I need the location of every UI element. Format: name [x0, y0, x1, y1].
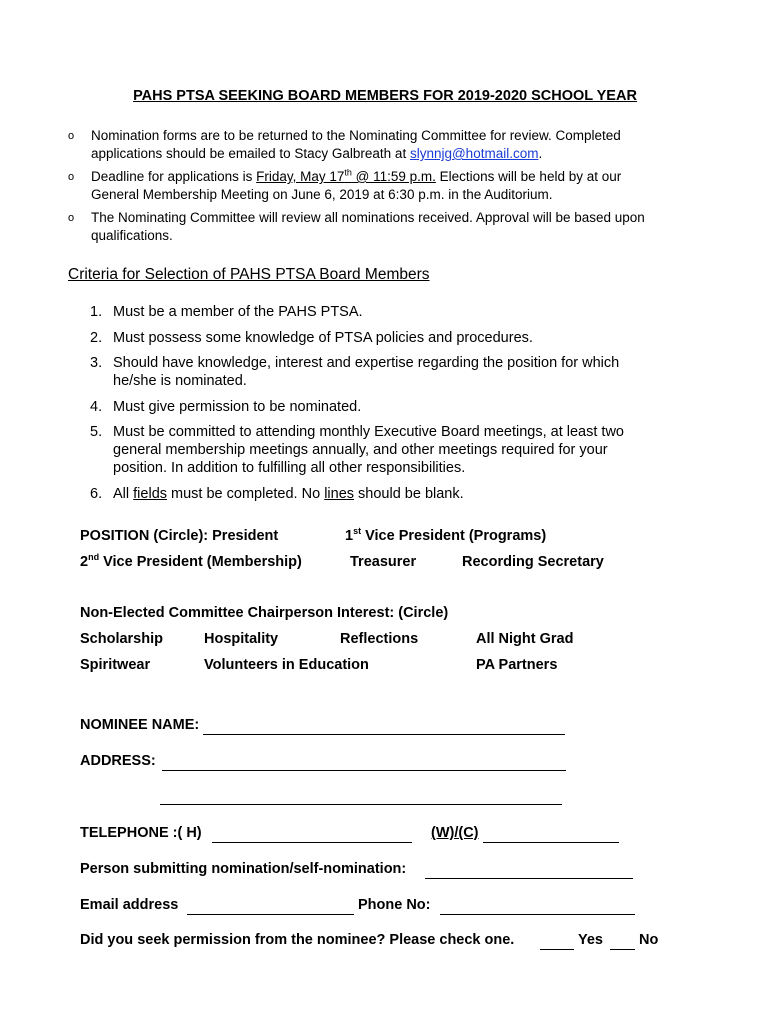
committee-scholarship-option[interactable]: Scholarship	[80, 631, 163, 647]
email-link[interactable]: slynnjg@hotmail.com	[409, 146, 539, 161]
phone-label: Phone No:	[358, 897, 431, 913]
superscript: nd	[88, 552, 100, 563]
text-part: must be completed. No	[167, 486, 325, 502]
address-field[interactable]	[162, 770, 566, 771]
permission-yes-checkbox[interactable]	[540, 949, 574, 950]
bullet-text: Nomination forms are to be returned to the Nominating Committee for review. Completed	[91, 128, 621, 143]
committee-volunteers-option[interactable]: Volunteers in Education	[204, 657, 369, 673]
bullet-text-part: Elections will be held by at our	[435, 169, 622, 184]
list-number: 1.	[90, 304, 103, 320]
submitter-label: Person submitting nomination/self-nomination:	[80, 861, 407, 877]
text-part: Vice President (Membership)	[99, 554, 302, 570]
position-vp-membership-option[interactable]	[80, 554, 302, 570]
committee-all-night-grad-option[interactable]: All Night Grad	[476, 631, 574, 647]
list-text-cont: general membership meetings annually, and other meetings required for your	[113, 442, 608, 458]
list-number: 5.	[90, 424, 103, 440]
address-field-line-2[interactable]	[160, 804, 562, 805]
bullet-text-part: Deadline for applications is	[91, 169, 257, 184]
bullet-mark: o	[68, 130, 75, 142]
address-label: ADDRESS:	[80, 753, 156, 769]
permission-no-label: No	[639, 932, 659, 948]
deadline-time: @ 11:59 p.m.	[351, 169, 436, 184]
committee-spiritwear-option[interactable]: Spiritwear	[80, 657, 151, 673]
list-text: Should have knowledge, interest and expertise regarding the position for which	[113, 355, 620, 371]
permission-question: Did you seek permission from the nominee? Please check one.	[80, 932, 515, 948]
bullet-text	[91, 168, 621, 186]
bullet-text-cont: General Membership Meeting on June 6, 2019 at 6:30 p.m. in the Auditorium.	[91, 187, 553, 202]
list-text: Must be a member of the PAHS PTSA.	[113, 304, 363, 320]
bullet-text-part: applications should be emailed to Stacy Galbreath at	[91, 146, 410, 161]
bullet-text: The Nominating Committee will review all nominations received. Approval will be based upon	[91, 210, 645, 225]
position-secretary-option[interactable]: Recording Secretary	[462, 554, 604, 570]
list-text	[113, 485, 464, 503]
list-text: Must be committed to attending monthly Executive Board meetings, at least two	[113, 424, 624, 440]
list-number: 4.	[90, 399, 103, 415]
text-part: lines	[324, 486, 355, 502]
email-label: Email address	[80, 897, 179, 913]
position-president-option[interactable]: POSITION (Circle): President	[80, 528, 279, 544]
page-title: PAHS PTSA SEEKING BOARD MEMBERS FOR 2019-2020 SCHOOL YEAR	[133, 88, 637, 104]
text-part: 1	[345, 528, 354, 544]
position-treasurer-option[interactable]: Treasurer	[350, 554, 417, 570]
bullet-mark: o	[68, 212, 75, 224]
nominee-name-field[interactable]	[203, 734, 565, 735]
bullet-text-cont: qualifications.	[91, 228, 173, 243]
superscript: th	[344, 167, 352, 178]
telephone-work-cell-field[interactable]	[483, 842, 619, 843]
submitter-field[interactable]	[425, 878, 633, 879]
committee-heading: Non-Elected Committee Chairperson Interest: (Circle)	[80, 605, 449, 621]
deadline-date-text: Friday, May 17	[256, 169, 345, 184]
list-text-cont: he/she is nominated.	[113, 373, 247, 389]
telephone-home-field[interactable]	[212, 842, 412, 843]
list-text: Must give permission to be nominated.	[113, 399, 362, 415]
criteria-heading: Criteria for Selection of PAHS PTSA Board Members	[68, 266, 430, 283]
list-number: 2.	[90, 330, 103, 346]
nominee-name-label: NOMINEE NAME:	[80, 717, 200, 733]
bullet-text-cont	[91, 145, 542, 163]
committee-reflections-option[interactable]: Reflections	[340, 631, 419, 647]
text-part: 2	[80, 554, 89, 570]
text-part: fields	[133, 486, 168, 502]
email-field[interactable]	[187, 914, 354, 915]
list-number: 6.	[90, 486, 103, 502]
telephone-work-cell-label: (W)/(C)	[431, 825, 479, 841]
text-part: All	[113, 486, 134, 502]
permission-yes-label: Yes	[578, 932, 603, 948]
deadline-date	[256, 169, 436, 184]
list-text-cont: position. In addition to fulfilling all other responsibilities.	[113, 460, 466, 476]
position-vp-programs-option[interactable]	[345, 528, 546, 544]
permission-no-checkbox[interactable]	[610, 949, 635, 950]
telephone-home-label: TELEPHONE :( H)	[80, 825, 202, 841]
text-part: Vice President (Programs)	[361, 528, 547, 544]
bullet-text-part: .	[538, 146, 543, 161]
committee-pa-partners-option[interactable]: PA Partners	[476, 657, 558, 673]
list-text: Must possess some knowledge of PTSA policies and procedures.	[113, 330, 533, 346]
superscript: st	[353, 526, 362, 537]
committee-hospitality-option[interactable]: Hospitality	[204, 631, 279, 647]
text-part: should be blank.	[354, 486, 464, 502]
bullet-mark: o	[68, 171, 75, 183]
list-number: 3.	[90, 355, 103, 371]
phone-field[interactable]	[440, 914, 635, 915]
